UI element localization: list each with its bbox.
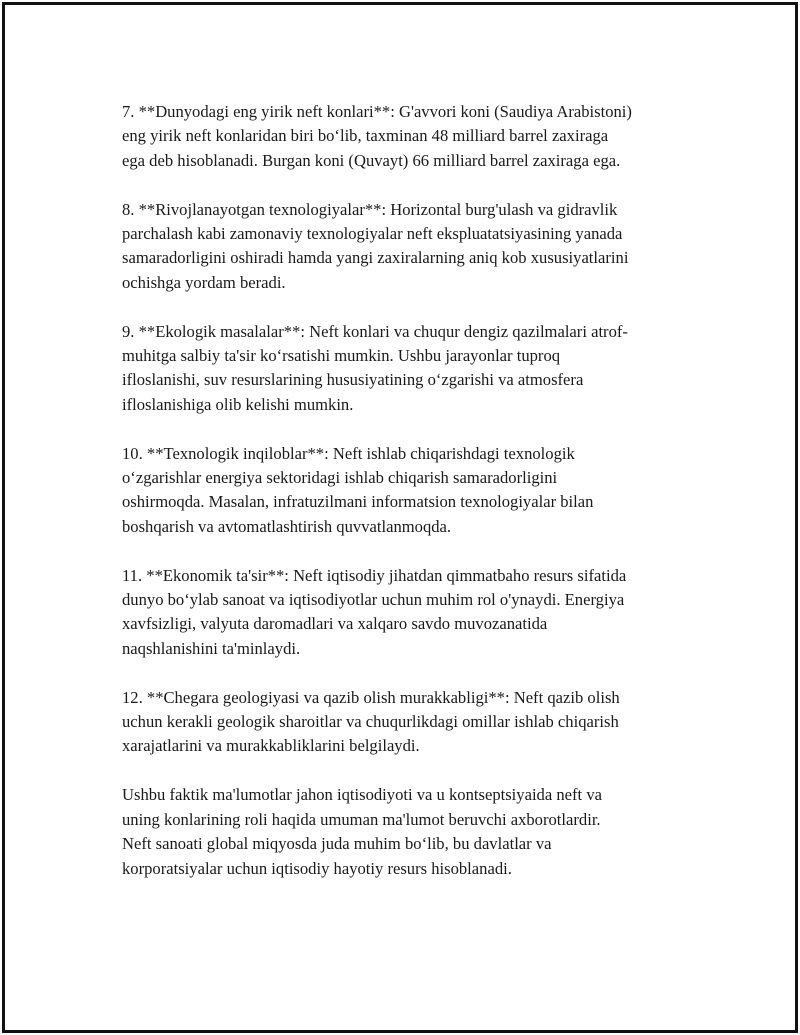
paragraph-9: 9. **Ekologik masalalar**: Neft konlari va chuqur dengiz qazilmalari atrof- muhitga salbiy ta'sir ko‘rsatishi mumkin. Ushbu jarayonlar tuproq ifloslanishi, suv resurslarining hususiyatining o‘zgarishi va atmosfera ifloslanishiga olib kelishi mumkin. (122, 321, 628, 414)
document-page (2, 2, 798, 1033)
paragraph-10: 10. **Texnologik inqiloblar**: Neft ishlab chiqarishdagi texnologik o‘zgarishlar energiya sektoridagi ishlab chiqarish samaradorligini oshirmoqda. Masalan, infratuzilmani informatsion texnologiyalar bilan boshqarish va avtomatlashtirish quvvatlanmoqda. (122, 443, 594, 536)
paragraph-7: 7. **Dunyodagi eng yirik neft konlari**: G'avvori koni (Saudiya Arabistoni) eng yirik neft konlaridan biri bo‘lib, taxminan 48 milliard barrel zaxiraga ega deb hisoblanadi. Burgan koni (Quvayt) 66 milliard barrel zaxiraga ega. (122, 102, 632, 170)
paragraph-12: 12. **Chegara geologiyasi va qazib olish murakkabligi**: Neft qazib olish uchun kerakli geologik sharoitlar va chuqurlikdagi omillar ishlab chiqarish xarajatlarini va murakkabliklarini belgilaydi. (122, 687, 620, 756)
paragraph-11: 11. **Ekonomik ta'sir**: Neft iqtisodiy jihatdan qimmatbaho resurs sifatida dunyo bo‘ylab sanoat va iqtisodiyotlar uchun muhim rol o'ynaydi. Energiya xavfsizligi, valyuta daromadlari va xalqaro savdo muvozanatida naqshlanishini ta'minlaydi. (122, 565, 627, 658)
paragraph-8: 8. **Rivojlanayotgan texnologiyalar**: Horizontal burg'ulash va gidravlik parchalash kabi zamonaviy texnologiyalar neft ekspluatatsiyasining yanada samaradorligini oshiradi hamda yangi zaxiralarning aniq kob xususiyatlarini ochishga yordam beradi. (122, 199, 629, 292)
document-body (122, 100, 702, 905)
paragraph-conclusion: Ushbu faktik ma'lumotlar jahon iqtisodiyoti va u kontseptsiyaida neft va uning konlarining roli haqida umuman ma'lumot beruvchi axborotlardir. Neft sanoati global miqyosda juda muhim bo‘lib, bu davlatlar va korporatsiyalar uchun iqtisodiy hayotiy resurs hisoblanadi. (122, 785, 602, 878)
